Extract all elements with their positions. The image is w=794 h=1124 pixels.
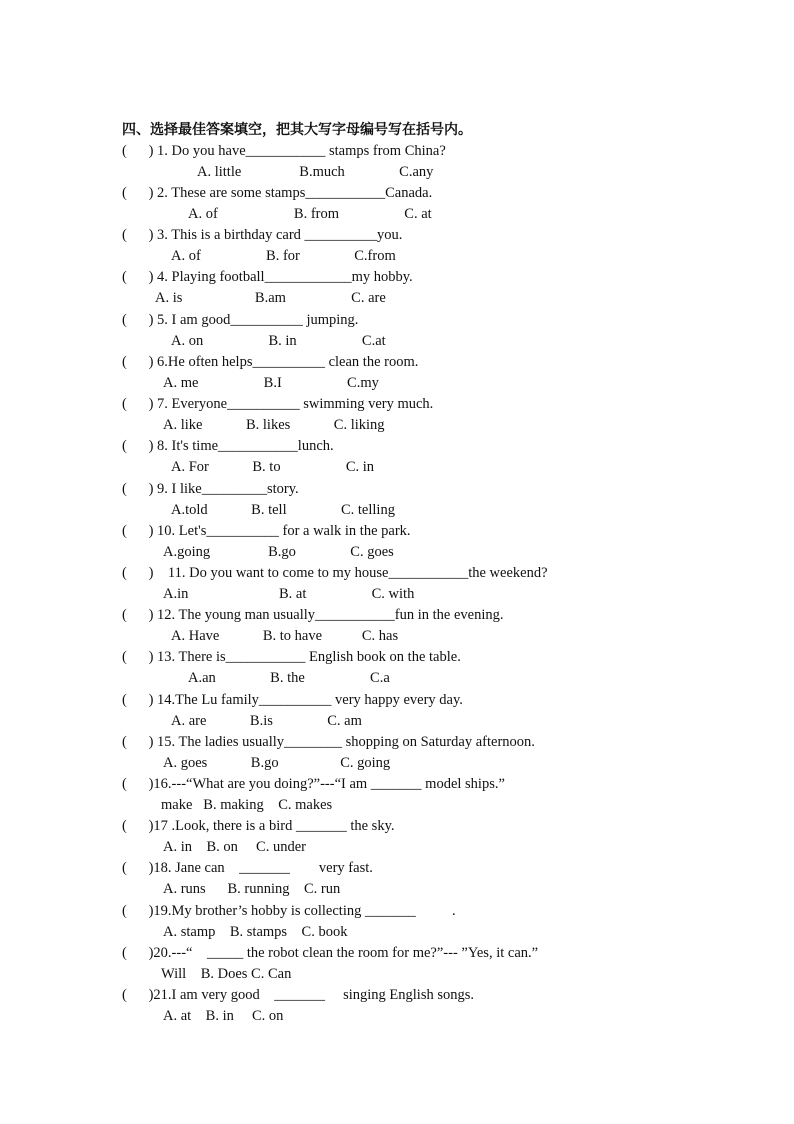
question-11-stem: ( ) 11. Do you want to come to my house___________the weekend?: [122, 565, 548, 581]
question-4-stem: ( ) 4. Playing football____________my hobby.: [122, 269, 413, 285]
question-14-stem: ( ) 14.The Lu family__________ very happy every day.: [122, 692, 463, 708]
question-21-stem: ( )21.I am very good _______ singing English songs.: [122, 987, 475, 1003]
question-18-options: A. runs B. running C. run: [163, 881, 341, 897]
question-17-stem: ( )17 .Look, there is a bird _______ the sky.: [122, 818, 395, 834]
question-3-stem: ( ) 3. This is a birthday card __________you.: [122, 227, 403, 243]
question-7-stem: ( ) 7. Everyone__________ swimming very much.: [122, 396, 434, 412]
question-6-stem: ( ) 6.He often helps__________ clean the room.: [122, 354, 419, 370]
question-7-options: A. like B. likes C. liking: [163, 417, 385, 433]
question-10-options: A.going B.go C. goes: [163, 544, 394, 560]
question-10-stem: ( ) 10. Let's__________ for a walk in the park.: [122, 523, 411, 539]
question-16-options: make B. making C. makes: [161, 797, 333, 813]
question-1-stem: ( ) 1. Do you have___________ stamps from China?: [122, 143, 446, 159]
question-21-options: A. at B. in C. on: [163, 1008, 284, 1024]
question-19-stem: ( )19.My brother’s hobby is collecting _______ .: [122, 903, 456, 919]
question-2-options: A. of B. from C. at: [188, 206, 432, 222]
question-13-options: A.an B. the C.a: [188, 670, 390, 686]
question-17-options: A. in B. on C. under: [163, 839, 306, 855]
question-18-stem: ( )18. Jane can _______ very fast.: [122, 860, 373, 876]
question-8-options: A. For B. to C. in: [171, 459, 375, 475]
question-6-options: A. me B.I C.my: [163, 375, 379, 391]
question-9-stem: ( ) 9. I like_________story.: [122, 481, 299, 497]
question-14-options: A. are B.is C. am: [171, 713, 362, 729]
question-20-options: Will B. Does C. Can: [161, 966, 292, 982]
question-13-stem: ( ) 13. There is___________ English book on the table.: [122, 649, 461, 665]
section-title: 四、选择最佳答案填空，把其大写字母编号写在括号内。: [122, 122, 472, 138]
question-19-options: A. stamp B. stamps C. book: [163, 924, 348, 940]
question-3-options: A. of B. for C.from: [171, 248, 396, 264]
question-1-options: A. little B.much C.any: [197, 164, 434, 180]
question-9-options: A.told B. tell C. telling: [171, 502, 395, 518]
question-11-options: A.in B. at C. with: [163, 586, 415, 602]
question-12-options: A. Have B. to have C. has: [171, 628, 399, 644]
question-5-options: A. on B. in C.at: [171, 333, 386, 349]
question-15-options: A. goes B.go C. going: [163, 755, 391, 771]
question-16-stem: ( )16.---“What are you doing?”---“I am _______ model ships.”: [122, 776, 505, 792]
question-5-stem: ( ) 5. I am good__________ jumping.: [122, 312, 359, 328]
question-8-stem: ( ) 8. It's time___________lunch.: [122, 438, 334, 454]
question-15-stem: ( ) 15. The ladies usually________ shopping on Saturday afternoon.: [122, 734, 535, 750]
question-20-stem: ( )20.---“ _____ the robot clean the room for me?”--- ”Yes, it can.”: [122, 945, 539, 961]
question-12-stem: ( ) 12. The young man usually___________fun in the evening.: [122, 607, 504, 623]
question-2-stem: ( ) 2. These are some stamps___________Canada.: [122, 185, 433, 201]
question-4-options: A. is B.am C. are: [155, 290, 386, 306]
